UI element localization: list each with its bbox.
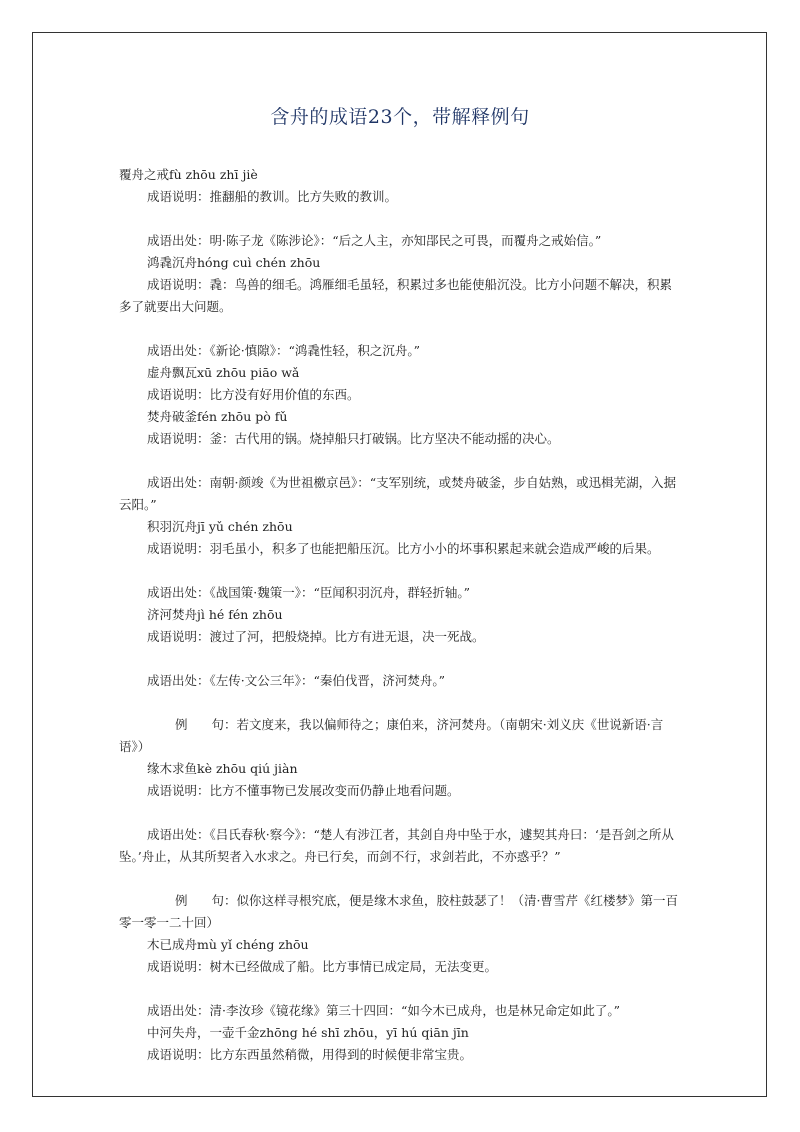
idiom-explanation: 成语说明：比方东西虽然稍微，用得到的时候便非常宝贵。 [147,1047,473,1062]
idiom-heading: 济河焚舟jì hé fén zhōu [147,607,283,622]
idiom-source: 成语出处：《左传·文公三年》：“秦伯伐晋，济河焚舟。” [147,673,446,688]
idiom-explanation: 成语说明：树木已经做成了船。比方事情已成定局，无法变更。 [147,959,498,974]
idiom-heading: 木已成舟mù yǐ chéng zhōu [147,937,309,952]
idiom-heading: 覆舟之戒fù zhōu zhī jiè [119,167,258,182]
page-title: 含舟的成语23个，带解释例句 [270,106,530,128]
idiom-source: 成语出处：《战国策·魏策一》：“臣闻积羽沉舟，群轻折轴。” [147,585,471,600]
idiom-explanation: 成语说明：比方不懂事物已发展改变而仍静止地看问题。 [147,783,460,798]
idiom-explanation: 成语说明：釜：古代用的锅。烧掉船只打破锅。比方坚决不能动摇的决心。 [147,431,560,446]
idiom-source: 成语出处：南朝·颜竣《为世祖檄京邑》：“支军别统，或焚舟破釜，步自姑熟，或迅楫芜湖，入据云阳。” [119,475,677,512]
idiom-explanation: 成语说明：羽毛虽小，积多了也能把船压沉。比方小小的坏事积累起来就会造成严峻的后果。 [147,541,660,556]
idiom-explanation: 成语说明：比方没有好用价值的东西。 [147,387,360,402]
example-text: 似你这样寻根究底，便是缘木求鱼，胶柱鼓瑟了！（清·曹雪芹《红楼梦》第一百零一零一二十回） [119,893,679,930]
idiom-example [119,890,684,934]
idiom-source: 成语出处：《吕氏春秋·察今》：“楚人有涉江者，其剑自舟中坠于水，遽契其舟曰：‘是吾剑之所从坠。’舟止，从其所契者入水求之。舟已行矣，而剑不行，求剑若此，不亦惑乎？” [119,827,674,864]
idiom-heading: 焚舟破釜fén zhōu pò fǔ [147,409,288,424]
idiom-heading: 虚舟飘瓦xū zhōu piāo wǎ [147,365,300,380]
example-label: 例 句： [175,717,237,732]
idiom-explanation: 成语说明：推翻船的教训。比方失败的教训。 [147,189,398,204]
idiom-heading: 中河失舟，一壶千金zhōng hé shī zhōu，yī hú qiān jīn [147,1025,469,1040]
idiom-heading: 鸿毳沉舟hóng cuì chén zhōu [147,255,321,270]
idiom-source: 成语出处：清·李汝珍《镜花缘》第三十四回：“如今木已成舟，也是林兄命定如此了。” [147,1003,621,1018]
idiom-heading: 缘木求鱼kè zhōu qiú jiàn [147,761,298,776]
idiom-explanation: 成语说明：毳：鸟兽的细毛。鸿雁细毛虽轻，积累过多也能使船沉没。比方小问题不解决，积累多了就要出大问题。 [119,277,673,314]
example-text: 若文度来，我以偏师待之；康伯来，济河焚舟。（南朝宋·刘义庆《世说新语·言语》） [119,717,664,754]
example-label: 例 句： [175,893,237,908]
idiom-explanation: 成语说明：渡过了河，把般烧掉。比方有进无退，决一死战。 [147,629,485,644]
idiom-source: 成语出处：《新论·慎隙》：“鸿毳性轻，积之沉舟。” [147,343,421,358]
idiom-example [119,714,684,758]
idiom-heading: 积羽沉舟jī yǔ chén zhōu [147,519,293,534]
idiom-source: 成语出处：明·陈子龙《陈涉论》：“后之人主，亦知郘民之可畏，而覆舟之戒始信。” [147,233,602,248]
document-body [119,164,684,1066]
